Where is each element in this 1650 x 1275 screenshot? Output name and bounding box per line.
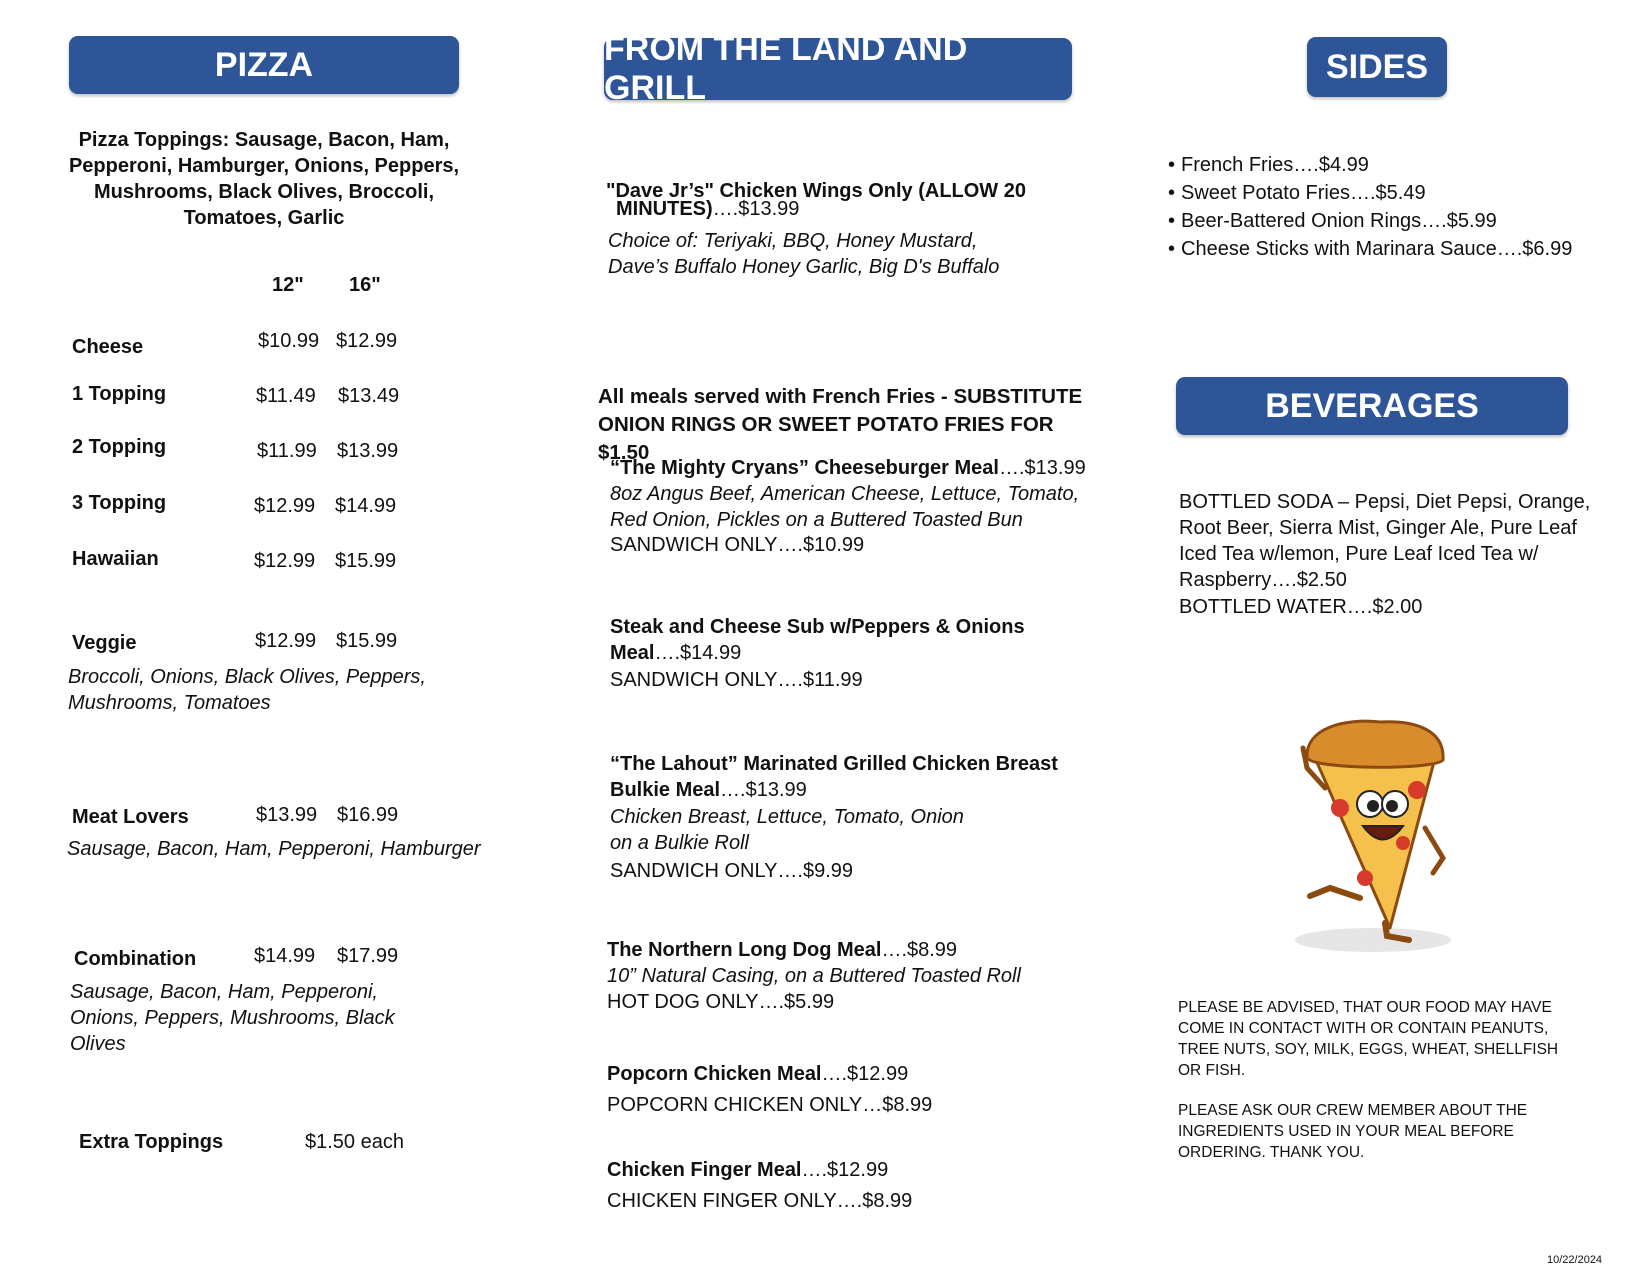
pizza-toppings-note: Pizza Toppings: Sausage, Bacon, Ham, Pepperoni, Hamburger, Onions, Peppers, Mushrooms, Black Olives, Broccoli, Tomatoes, Garlic (68, 129, 460, 229)
mascot-pepperoni (1396, 836, 1410, 850)
pizza-item-name: 1 Topping (72, 383, 167, 405)
list-item: • Sweet Potato Fries….$5.49 (1168, 179, 1572, 207)
sides-list (1168, 151, 1572, 263)
pizza-price-12: $11.99 (257, 440, 317, 462)
meal-only-price: SANDWICH ONLY….$10.99 (610, 534, 865, 556)
print-date: 10/22/2024 (1547, 1254, 1603, 1266)
meal-price: ….$12.99 (821, 1063, 909, 1085)
meal-price: ….$13.99 (720, 779, 807, 801)
beverages-title: BEVERAGES (1265, 386, 1479, 425)
extra-toppings-price: $1.50 each (305, 1131, 404, 1153)
pizza-item-desc: Sausage, Bacon, Ham, Pepperoni, Onions, Peppers, Mushrooms, Black Olives (70, 981, 395, 1055)
pizza-banner (69, 36, 459, 94)
mascot-pupil (1386, 800, 1398, 812)
meal-price: ….$14.99 (654, 642, 742, 664)
mascot-pepperoni (1331, 799, 1349, 817)
meal-title (607, 937, 957, 963)
meal-title (607, 1061, 908, 1087)
list-item: • Cheese Sticks with Marinara Sauce….$6.99 (1168, 235, 1572, 263)
beverages-banner (1176, 377, 1568, 435)
pizza-price-16: $16.99 (337, 804, 399, 826)
meal-name: Steak and Cheese Sub w/Peppers & Onions Meal (610, 616, 1025, 664)
grill-banner (604, 30, 1072, 107)
pizza-price-16: $15.99 (335, 550, 397, 572)
pizza-price-12: $12.99 (254, 495, 316, 517)
meal-only-price: CHICKEN FINGER ONLY….$8.99 (607, 1190, 913, 1212)
pizza-item-desc: Sausage, Bacon, Ham, Pepperoni, Hamburger (67, 838, 481, 860)
pizza-item-desc: Broccoli, Onions, Black Olives, Peppers, Mushrooms, Tomatoes (68, 666, 426, 714)
pizza-price-12: $13.99 (256, 804, 318, 826)
pizza-price-12: $14.99 (254, 945, 316, 967)
meal-desc: Chicken Breast, Lettuce, Tomato, Onion on a Bulkie Roll (610, 806, 964, 854)
pizza-price-16: $15.99 (336, 630, 398, 652)
wings-name-cont: MINUTES) (616, 198, 713, 220)
wings-price: ….$13.99 (712, 198, 800, 220)
size-12-header: 12" (272, 274, 304, 296)
meal-name: Popcorn Chicken Meal (607, 1063, 822, 1085)
meal-price: ….$13.99 (998, 457, 1086, 479)
pizza-item-name: Cheese (72, 336, 144, 358)
wings-name-line2 (616, 199, 799, 219)
pizza-price-16: $12.99 (336, 330, 398, 352)
meal-title (610, 614, 1040, 666)
ingredients-notice: PLEASE ASK OUR CREW MEMBER ABOUT THE INGREDIENTS USED IN YOUR MEAL BEFORE ORDERING. THANK YOU. (1178, 1102, 1528, 1161)
pizza-price-12: $12.99 (254, 550, 316, 572)
meal-only-price: SANDWICH ONLY….$9.99 (610, 860, 854, 882)
list-item: • Beer-Battered Onion Rings….$5.99 (1168, 207, 1572, 235)
pizza-price-16: $13.49 (338, 385, 400, 407)
meal-title (610, 751, 1070, 803)
bottled-soda: BOTTLED SODA – Pepsi, Diet Pepsi, Orange, Root Beer, Sierra Mist, Ginger Ale, Pure Leaf Iced Tea w/lemon, Pure Leaf Iced Tea w/ Raspberry….$2.50 (1179, 491, 1591, 591)
pizza-mascot-image (1285, 718, 1480, 958)
pizza-price-12: $10.99 (258, 330, 320, 352)
mascot-pepperoni (1408, 781, 1426, 799)
meal-desc: 8oz Angus Beef, American Cheese, Lettuce, Tomato, Red Onion, Pickles on a Buttered Toasted Bun (610, 483, 1080, 531)
pizza-price-16: $14.99 (335, 495, 397, 517)
sides-title: SIDES (1325, 47, 1429, 86)
mascot-shadow (1295, 928, 1451, 952)
pizza-title: PIZZA (214, 45, 314, 84)
pizza-item-name: 2 Topping (72, 436, 167, 458)
size-16-header: 16" (349, 274, 381, 296)
meal-only-price: POPCORN CHICKEN ONLY…$8.99 (607, 1094, 933, 1116)
meal-name: “The Mighty Cryans” Cheeseburger Meal (610, 457, 999, 479)
meal-desc: 10” Natural Casing, on a Buttered Toasted Roll (607, 965, 1021, 987)
mascot-pupil (1367, 800, 1379, 812)
meal-only-price: HOT DOG ONLY….$5.99 (607, 991, 835, 1013)
pizza-item-name: Hawaiian (72, 548, 159, 570)
wings-choice: Choice of: Teriyaki, BBQ, Honey Mustard, Dave’s Buffalo Honey Garlic, Big D's Buffalo (608, 230, 1000, 278)
pizza-price-16: $17.99 (337, 945, 399, 967)
list-item: • French Fries….$4.99 (1168, 151, 1572, 179)
meal-name: Chicken Finger Meal (607, 1159, 802, 1181)
bottled-water: BOTTLED WATER….$2.00 (1179, 596, 1423, 618)
pizza-item-name: Veggie (72, 632, 137, 654)
meal-name: “The Lahout” Marinated Grilled Chicken Breast Bulkie Meal (610, 753, 1058, 801)
meal-title (610, 455, 1086, 481)
pizza-price-12: $12.99 (255, 630, 317, 652)
meal-price: ….$12.99 (801, 1159, 889, 1181)
sides-banner (1307, 37, 1447, 97)
pizza-item-name: Combination (74, 948, 197, 970)
mascot-arm (1425, 828, 1443, 873)
meals-note: All meals served with French Fries - SUBSTITUTE ONION RINGS OR SWEET POTATO FRIES FOR $1.50 (598, 385, 1083, 464)
wings-name: "Dave Jr’s" Chicken Wings Only (ALLOW 20 (606, 180, 1026, 202)
meal-name: The Northern Long Dog Meal (607, 939, 882, 961)
grill-title: FROM THE LAND AND GRILL (604, 30, 968, 107)
pizza-price-16: $13.99 (337, 440, 399, 462)
mascot-crust (1307, 721, 1443, 767)
pizza-price-12: $11.49 (256, 385, 316, 407)
meal-price: ….$8.99 (881, 939, 958, 961)
pizza-item-name: Meat Lovers (72, 806, 189, 828)
pizza-item-name: 3 Topping (72, 492, 167, 514)
meal-title (607, 1157, 888, 1183)
allergen-notice: PLEASE BE ADVISED, THAT OUR FOOD MAY HAVE COME IN CONTACT WITH OR CONTAIN PEANUTS, TREE NUTS, SOY, MILK, EGGS, WHEAT, SHELLFISH OR FISH. (1178, 999, 1559, 1079)
mascot-pepperoni (1357, 870, 1373, 886)
mascot-leg (1310, 888, 1360, 898)
meal-only-price: SANDWICH ONLY….$11.99 (610, 669, 863, 691)
extra-toppings-label: Extra Toppings (79, 1131, 224, 1153)
